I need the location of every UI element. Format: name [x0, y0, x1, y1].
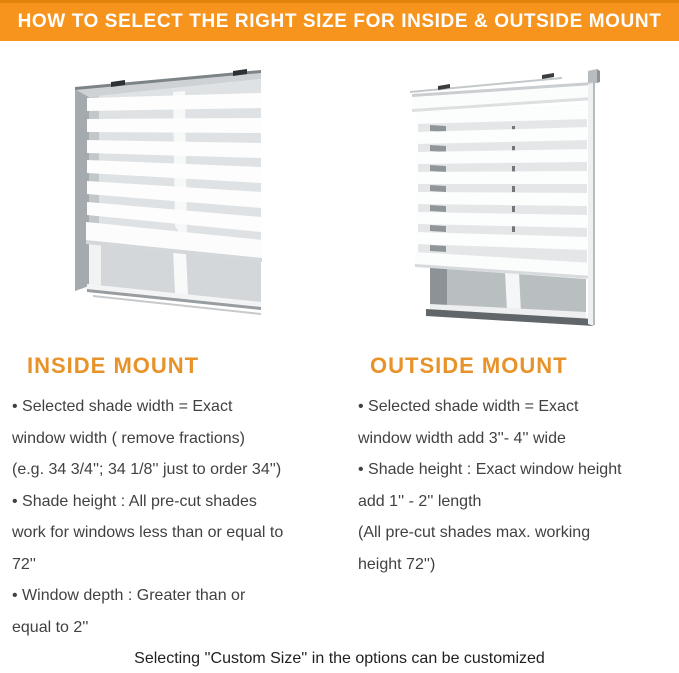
spec-line: window width add 3''- 4'' wide	[358, 429, 566, 447]
spec-line: work for windows less than or equal to	[12, 524, 284, 541]
spec-line: equal to 2''	[12, 618, 89, 636]
spec-line: • Shade height : Exact window height	[358, 461, 622, 478]
inside-mount-heading: INSIDE MOUNT	[27, 353, 200, 378]
spec-line: window width ( remove fractions)	[12, 429, 245, 447]
spec-line: (e.g. 34 3/4''; 34 1/8'' just to order 34'')	[12, 461, 282, 478]
spec-line: • Selected shade width = Exact	[12, 398, 233, 415]
spec-line: 72''	[12, 555, 36, 573]
outside-mount-specs	[358, 391, 673, 580]
banner	[0, 0, 679, 41]
banner-title: HOW TO SELECT THE RIGHT SIZE FOR INSIDE & OUTSIDE MOUNT	[17, 11, 662, 32]
outside-mount-illustration	[402, 58, 602, 350]
inside-mount-specs	[12, 391, 352, 643]
spec-line: (All pre-cut shades max. working	[358, 524, 591, 541]
spec-line: height 72'')	[358, 555, 436, 573]
outside-mount-heading: OUTSIDE MOUNT	[370, 353, 568, 378]
spec-line: add 1'' - 2'' length	[358, 492, 482, 510]
spec-line: • Window depth : Greater than or	[12, 587, 246, 604]
inside-mount-illustration	[73, 60, 263, 345]
spec-line: • Shade height : All pre-cut shades	[12, 492, 257, 510]
custom-size-note: Selecting ''Custom Size'' in the options can be customized	[134, 650, 545, 667]
mount-bracket	[588, 69, 600, 84]
spec-line: • Selected shade width = Exact	[358, 398, 579, 415]
side-rail	[588, 83, 595, 326]
